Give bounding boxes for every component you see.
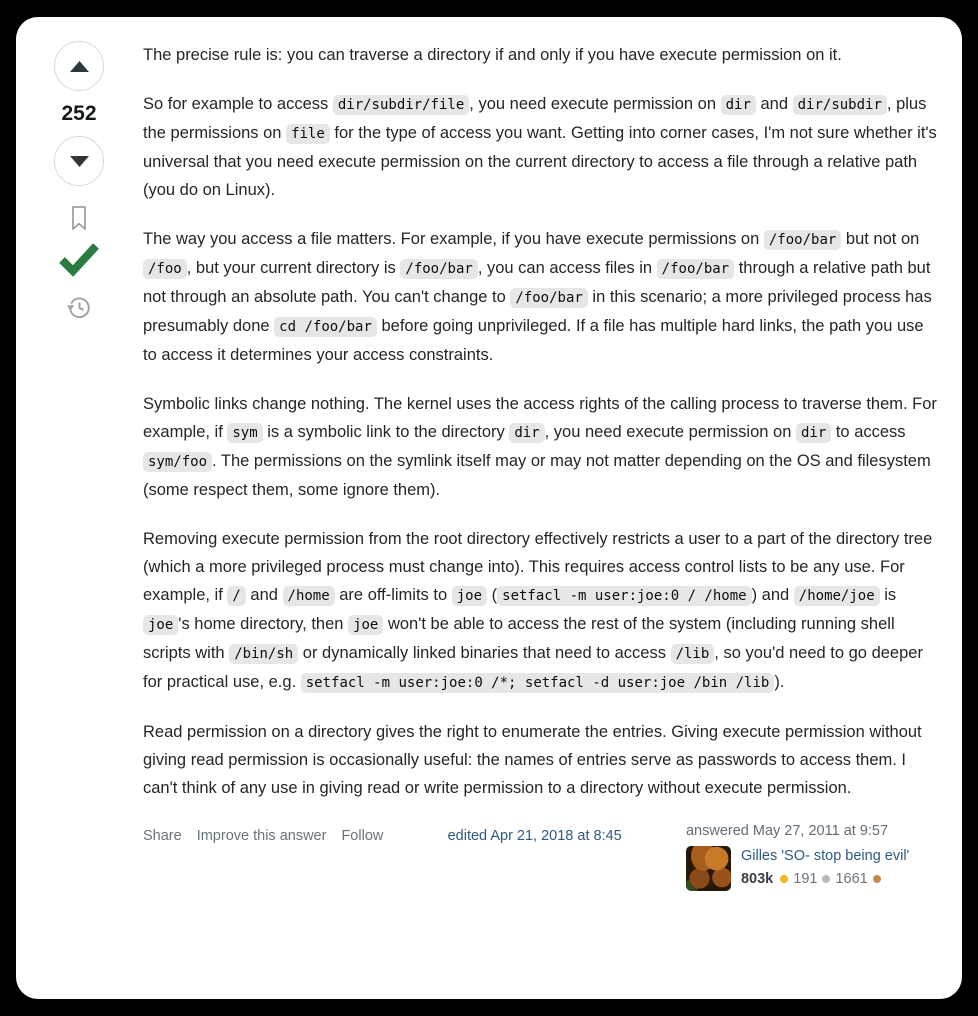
inline-code: setfacl -m user:joe:0 / /home	[497, 586, 751, 606]
text-segment: is a symbolic link to the directory	[262, 423, 510, 441]
edited-cell	[448, 823, 622, 844]
reputation-score: 803k	[740, 871, 774, 887]
text-segment: The way you access a file matters. For example, if you have execute permissions on	[143, 230, 764, 248]
accepted-checkmark-icon	[57, 241, 101, 277]
text-segment: (	[487, 586, 498, 604]
text-segment: ).	[774, 673, 785, 691]
answer-paragraph	[143, 90, 938, 204]
user-avatar[interactable]	[686, 846, 731, 891]
inline-code: dir	[796, 423, 831, 443]
gold-badge-icon	[780, 875, 788, 883]
inline-code: /foo/bar	[764, 230, 841, 250]
text-segment: in this scenario; a more privileged process has presumably done	[143, 288, 932, 335]
share-link[interactable]: Share	[143, 828, 182, 844]
inline-code: /foo/bar	[400, 259, 477, 279]
silver-badge-count: 1661	[835, 871, 868, 887]
revision-history-icon[interactable]	[66, 294, 93, 321]
text-segment: The precise rule is: you can traverse a directory if and only if you have execute permission on it.	[143, 46, 842, 64]
inline-code: dir	[721, 95, 756, 115]
answer-paragraph	[143, 390, 938, 504]
inline-code: /	[227, 586, 245, 606]
up-arrow-icon	[70, 61, 89, 72]
inline-code: /bin/sh	[229, 644, 298, 664]
answer-card	[16, 17, 962, 999]
text-segment: , you can access files in	[477, 259, 657, 277]
answer-paragraph	[143, 718, 938, 802]
upvote-button[interactable]	[54, 41, 104, 91]
text-segment: before going unprivileged. If a file has multiple hard links, the path you use to access it determines your access constraints.	[143, 317, 924, 364]
inline-code: sym	[227, 423, 262, 443]
text-segment: won't be able to access the rest of the system (including running shell scripts with	[143, 615, 895, 662]
text-segment: So for example to access	[143, 95, 333, 113]
text-segment: . The permissions on the symlink itself may or may not matter depending on the OS and filesystem (some respect them, some ignore them).	[143, 452, 931, 499]
text-segment: is	[879, 586, 897, 604]
inline-code: cd /foo/bar	[274, 317, 377, 337]
inline-code: dir	[509, 423, 544, 443]
text-segment: 's home directory, then	[178, 615, 349, 633]
text-segment: , so you'd need to go deeper for practical use, e.g.	[143, 644, 923, 691]
answer-actions	[143, 823, 383, 844]
text-segment: , you need execute permission on	[469, 95, 721, 113]
gold-badge-count: 191	[793, 871, 818, 887]
inline-code: dir/subdir/file	[333, 95, 469, 115]
follow-link[interactable]: Follow	[341, 828, 384, 844]
text-segment: and	[245, 586, 283, 604]
text-segment: , but your current directory is	[186, 259, 401, 277]
text-segment: ) and	[751, 586, 794, 604]
text-segment: Read permission on a directory gives the right to enumerate the entries. Giving execute permission without giving read permission is occasionally useful: the names of entries serve as passwords to access them. I can't think of any use in giving read or write permission to a directory without execute permission.	[143, 723, 922, 797]
text-segment: or dynamically linked binaries that need to access	[298, 644, 671, 662]
inline-code: /foo/bar	[510, 288, 587, 308]
bookmark-icon[interactable]	[68, 205, 90, 232]
text-segment: and	[755, 95, 793, 113]
text-segment: for the type of access you want. Getting into corner cases, I'm not sure whether it's universal that you need execute permission on the current directory to access a file through a relative path (you do on Linux).	[143, 124, 937, 199]
answer-paragraph	[143, 225, 938, 369]
edited-date-link[interactable]: edited Apr 21, 2018 at 8:45	[447, 828, 622, 844]
user-signature-card	[686, 823, 938, 891]
inline-code: /home	[283, 586, 335, 606]
inline-code: sym/foo	[143, 452, 212, 472]
inline-code: /foo/bar	[657, 259, 734, 279]
silver-badge-icon	[822, 875, 830, 883]
text-segment: , you need execute permission on	[544, 423, 796, 441]
text-segment: , plus the permissions on	[143, 95, 927, 142]
inline-code: /foo	[143, 259, 187, 279]
text-segment: Removing execute permission from the root directory effectively restricts a user to a part of the directory tree (which a more privileged process must change into). This requires access control lists to be any use. For example, if	[143, 530, 933, 604]
downvote-button[interactable]	[54, 136, 104, 186]
inline-code: /lib	[671, 644, 715, 664]
answer-footer	[143, 823, 938, 891]
inline-code: joe	[143, 615, 178, 635]
answer-paragraph	[143, 525, 938, 697]
text-segment: through a relative path but not through an absolute path. You can't change to	[143, 259, 931, 306]
answer-body	[143, 41, 938, 802]
improve-this-answer-link[interactable]: Improve this answer	[196, 828, 327, 844]
vote-count: 252	[61, 102, 97, 125]
reputation-row	[741, 871, 938, 887]
text-segment: Symbolic links change nothing. The kernel uses the access rights of the calling process to traverse them. For example, if	[143, 395, 937, 441]
answer-content	[143, 41, 938, 981]
inline-code: setfacl -m user:joe:0 /*; setfacl -d user:joe /bin /lib	[301, 673, 775, 693]
text-segment: are off-limits to	[334, 586, 452, 604]
inline-code: file	[286, 124, 330, 144]
text-segment: but not on	[841, 230, 920, 248]
inline-code: joe	[348, 615, 383, 635]
down-arrow-icon	[70, 156, 89, 167]
inline-code: joe	[452, 586, 487, 606]
inline-code: dir/subdir	[793, 95, 887, 115]
answer-paragraph	[143, 41, 938, 69]
text-segment: to access	[831, 423, 906, 441]
bronze-badge-icon	[873, 875, 881, 883]
user-name-link[interactable]: Gilles 'SO- stop being evil'	[740, 848, 910, 864]
answered-date: answered May 27, 2011 at 9:57	[685, 823, 889, 839]
inline-code: /home/joe	[794, 586, 880, 606]
vote-cell	[36, 41, 122, 981]
